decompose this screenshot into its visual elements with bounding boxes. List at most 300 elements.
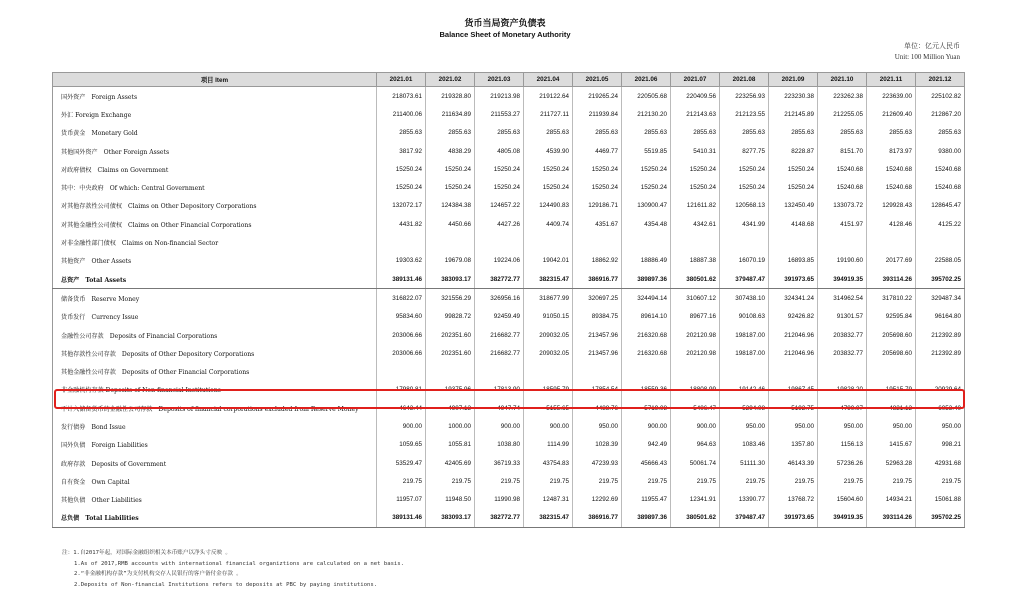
header-month: 2021.01 (377, 73, 426, 87)
value-cell: 4351.67 (573, 215, 622, 233)
value-cell: 4947.74 (475, 399, 524, 417)
table-row (53, 399, 965, 417)
value-cell: 225102.82 (916, 87, 965, 106)
value-cell: 211727.11 (524, 105, 573, 123)
value-cell (622, 362, 671, 380)
value-cell: 15250.24 (426, 178, 475, 196)
value-cell: 99828.72 (426, 308, 475, 326)
value-cell: 19679.08 (426, 252, 475, 270)
value-cell: 17813.90 (475, 381, 524, 399)
value-cell: 219.75 (769, 472, 818, 490)
table-row-highlighted (53, 381, 965, 399)
value-cell: 219.75 (818, 472, 867, 490)
value-cell (573, 233, 622, 251)
value-cell: 2855.63 (867, 124, 916, 142)
value-cell: 1415.67 (867, 436, 916, 454)
value-cell: 393114.26 (867, 270, 916, 289)
value-cell: 96164.80 (916, 308, 965, 326)
value-cell: 3817.92 (377, 142, 426, 160)
value-cell: 950.00 (720, 417, 769, 435)
value-cell: 16070.19 (720, 252, 769, 270)
value-cell: 50061.74 (671, 454, 720, 472)
value-cell: 386916.77 (573, 270, 622, 289)
value-cell: 386916.77 (573, 509, 622, 528)
value-cell: 20929.64 (916, 381, 965, 399)
value-cell: 202351.60 (426, 326, 475, 344)
value-cell: 19867.45 (769, 381, 818, 399)
value-cell: 212867.20 (916, 105, 965, 123)
value-cell: 202351.60 (426, 344, 475, 362)
value-cell: 129186.71 (573, 197, 622, 215)
value-cell: 11955.47 (622, 491, 671, 509)
header-month: 2021.10 (818, 73, 867, 87)
value-cell (426, 362, 475, 380)
value-cell: 389131.46 (377, 509, 426, 528)
row-label: 总资产 Total Assets (53, 270, 377, 289)
value-cell: 17980.81 (377, 381, 426, 399)
header-month: 2021.08 (720, 73, 769, 87)
value-cell: 1038.80 (475, 436, 524, 454)
value-cell: 219.75 (622, 472, 671, 490)
value-cell: 19142.46 (720, 381, 769, 399)
value-cell: 218073.61 (377, 87, 426, 106)
value-cell: 219.75 (524, 472, 573, 490)
value-cell: 202120.98 (671, 326, 720, 344)
value-cell: 36719.33 (475, 454, 524, 472)
footnotes (62, 548, 404, 590)
value-cell: 317810.22 (867, 289, 916, 308)
value-cell: 1028.39 (573, 436, 622, 454)
value-cell: 212392.89 (916, 326, 965, 344)
note-line: 注：1.自2017年起，对国际金融组织相关本币账户以净头寸反映 。 (62, 550, 232, 556)
value-cell: 15240.68 (818, 178, 867, 196)
value-cell: 942.49 (622, 436, 671, 454)
value-cell: 964.63 (671, 436, 720, 454)
header-row (53, 73, 965, 87)
value-cell: 2855.63 (426, 124, 475, 142)
value-cell: 46143.39 (769, 454, 818, 472)
table-row (53, 454, 965, 472)
row-label: 政府存款 Deposits of Government (53, 454, 377, 472)
row-label: 不计入储备货币的金融性公司存款 Deposits of financial corporations excluded from Reserve Money (53, 399, 377, 417)
table-row (53, 215, 965, 233)
table-row (53, 308, 965, 326)
value-cell: 216320.68 (622, 344, 671, 362)
value-cell: 91050.15 (524, 308, 573, 326)
table-row (53, 472, 965, 490)
value-cell: 394919.35 (818, 509, 867, 528)
value-cell: 212046.96 (769, 326, 818, 344)
value-cell: 2855.63 (720, 124, 769, 142)
value-cell: 900.00 (622, 417, 671, 435)
value-cell: 43754.83 (524, 454, 573, 472)
value-cell: 212392.89 (916, 344, 965, 362)
value-cell: 307438.10 (720, 289, 769, 308)
value-cell: 11948.50 (426, 491, 475, 509)
value-cell: 12487.31 (524, 491, 573, 509)
value-cell (475, 233, 524, 251)
value-cell: 4128.46 (867, 215, 916, 233)
value-cell: 382315.47 (524, 509, 573, 528)
value-cell (622, 233, 671, 251)
value-cell (671, 362, 720, 380)
value-cell: 382772.77 (475, 509, 524, 528)
value-cell: 19375.96 (426, 381, 475, 399)
value-cell: 211634.89 (426, 105, 475, 123)
value-cell: 900.00 (671, 417, 720, 435)
value-cell: 4148.68 (769, 215, 818, 233)
table-row (53, 344, 965, 362)
value-cell: 2855.63 (818, 124, 867, 142)
value-cell: 51111.30 (720, 454, 769, 472)
value-cell: 121611.82 (671, 197, 720, 215)
value-cell: 18886.49 (622, 252, 671, 270)
value-cell: 4907.13 (426, 399, 475, 417)
value-cell: 900.00 (524, 417, 573, 435)
value-cell: 132450.49 (769, 197, 818, 215)
value-cell: 19190.60 (818, 252, 867, 270)
value-cell: 900.00 (377, 417, 426, 435)
table-row (53, 491, 965, 509)
unit-chinese: 单位：亿元人民币 (904, 42, 960, 50)
value-cell: 219.75 (671, 472, 720, 490)
value-cell: 1000.00 (426, 417, 475, 435)
value-cell: 310607.12 (671, 289, 720, 308)
value-cell: 19828.20 (818, 381, 867, 399)
table-row (53, 87, 965, 106)
value-cell: 950.00 (818, 417, 867, 435)
value-cell: 380501.62 (671, 509, 720, 528)
value-cell (671, 233, 720, 251)
value-cell: 383093.17 (426, 509, 475, 528)
row-label: 对其他金融性公司债权 Claims on Other Financial Corporations (53, 215, 377, 233)
value-cell: 1357.80 (769, 436, 818, 454)
value-cell: 15240.68 (916, 178, 965, 196)
header-month: 2021.07 (671, 73, 720, 87)
value-cell: 132072.17 (377, 197, 426, 215)
table-row (53, 178, 965, 196)
value-cell: 203006.66 (377, 326, 426, 344)
value-cell: 15250.24 (769, 178, 818, 196)
header-month: 2021.09 (769, 73, 818, 87)
row-label: 其他负债 Other Liabilities (53, 491, 377, 509)
row-label: 非金融机构存款 Deposits of Non-financial Institutions (53, 381, 377, 399)
table-row (53, 142, 965, 160)
value-cell: 219.75 (475, 472, 524, 490)
value-cell: 203832.77 (818, 326, 867, 344)
value-cell: 4151.97 (818, 215, 867, 233)
value-cell: 89384.75 (573, 308, 622, 326)
table-row (53, 436, 965, 454)
value-cell: 2855.63 (524, 124, 573, 142)
value-cell: 15250.24 (671, 160, 720, 178)
value-cell: 4821.12 (867, 399, 916, 417)
value-cell: 219.75 (573, 472, 622, 490)
row-label: 国外资产 Foreign Assets (53, 87, 377, 106)
value-cell: 321556.29 (426, 289, 475, 308)
value-cell: 19515.79 (867, 381, 916, 399)
value-cell: 198187.00 (720, 344, 769, 362)
value-cell: 15250.24 (720, 160, 769, 178)
value-cell: 219328.80 (426, 87, 475, 106)
value-cell: 212143.63 (671, 105, 720, 123)
value-cell: 4409.74 (524, 215, 573, 233)
value-cell: 209032.05 (524, 326, 573, 344)
value-cell: 15240.68 (818, 160, 867, 178)
value-cell: 383093.17 (426, 270, 475, 289)
value-cell: 212046.96 (769, 344, 818, 362)
value-cell: 18559.36 (622, 381, 671, 399)
row-label: 对其他存款性公司债权 Claims on Other Depository Corporations (53, 197, 377, 215)
value-cell: 395702.25 (916, 509, 965, 528)
value-cell: 324494.14 (622, 289, 671, 308)
value-cell: 15250.24 (573, 178, 622, 196)
value-cell: 1114.99 (524, 436, 573, 454)
value-cell (377, 233, 426, 251)
value-cell: 89614.10 (622, 308, 671, 326)
value-cell: 18862.92 (573, 252, 622, 270)
table-row (53, 417, 965, 435)
value-cell: 4643.44 (377, 399, 426, 417)
value-cell: 120568.13 (720, 197, 769, 215)
value-cell: 15250.24 (622, 178, 671, 196)
value-cell: 19224.06 (475, 252, 524, 270)
value-cell: 15250.24 (671, 178, 720, 196)
value-cell: 15250.24 (524, 178, 573, 196)
value-cell: 950.00 (916, 417, 965, 435)
value-cell: 223230.38 (769, 87, 818, 106)
value-cell: 394919.35 (818, 270, 867, 289)
value-cell (573, 362, 622, 380)
row-label: 自有资金 Own Capital (53, 472, 377, 490)
value-cell: 47239.93 (573, 454, 622, 472)
value-cell: 1059.65 (377, 436, 426, 454)
value-cell: 203006.66 (377, 344, 426, 362)
value-cell: 202120.98 (671, 344, 720, 362)
table-row (53, 233, 965, 251)
header-month: 2021.11 (867, 73, 916, 87)
value-cell: 12292.69 (573, 491, 622, 509)
value-cell: 92459.49 (475, 308, 524, 326)
value-cell: 4790.07 (818, 399, 867, 417)
value-cell: 219.75 (867, 472, 916, 490)
note-line: 2.“非金融机构存款”为支付机构交存人民银行的客户备付金存款 。 (74, 571, 242, 577)
value-cell: 2855.63 (622, 124, 671, 142)
value-cell: 15250.24 (573, 160, 622, 178)
value-cell: 15604.60 (818, 491, 867, 509)
value-cell: 13390.77 (720, 491, 769, 509)
value-cell: 5519.85 (622, 142, 671, 160)
value-cell: 15240.68 (916, 160, 965, 178)
value-cell: 18887.38 (671, 252, 720, 270)
value-cell: 393114.26 (867, 509, 916, 528)
value-cell: 15250.24 (622, 160, 671, 178)
value-cell: 89677.16 (671, 308, 720, 326)
value-cell (916, 233, 965, 251)
value-cell: 124657.22 (475, 197, 524, 215)
value-cell: 92426.82 (769, 308, 818, 326)
value-cell: 4838.29 (426, 142, 475, 160)
value-cell: 389131.46 (377, 270, 426, 289)
value-cell: 4354.48 (622, 215, 671, 233)
value-cell: 5294.08 (720, 399, 769, 417)
value-cell: 205698.60 (867, 326, 916, 344)
row-label: 对非金融性部门债权 Claims on Non-financial Sector (53, 233, 377, 251)
value-cell: 4125.22 (916, 215, 965, 233)
value-cell: 216320.68 (622, 326, 671, 344)
table-row (53, 289, 965, 308)
value-cell: 19303.62 (377, 252, 426, 270)
value-cell: 205698.60 (867, 344, 916, 362)
table-row (53, 270, 965, 289)
value-cell: 15250.24 (524, 160, 573, 178)
value-cell: 11957.07 (377, 491, 426, 509)
value-cell: 314962.54 (818, 289, 867, 308)
value-cell: 211400.06 (377, 105, 426, 123)
value-cell: 219.75 (377, 472, 426, 490)
row-label: 其中：中央政府 Of which: Central Government (53, 178, 377, 196)
value-cell: 324341.24 (769, 289, 818, 308)
value-cell: 216682.77 (475, 326, 524, 344)
value-cell: 209032.05 (524, 344, 573, 362)
value-cell (867, 362, 916, 380)
value-cell: 379487.47 (720, 270, 769, 289)
value-cell: 198187.00 (720, 326, 769, 344)
table-row (53, 362, 965, 380)
value-cell: 129928.43 (867, 197, 916, 215)
value-cell: 9380.00 (916, 142, 965, 160)
value-cell: 130900.47 (622, 197, 671, 215)
value-cell: 5192.75 (769, 399, 818, 417)
value-cell: 212123.55 (720, 105, 769, 123)
value-cell: 382315.47 (524, 270, 573, 289)
header-item: 项目 Item (53, 73, 377, 87)
value-cell (818, 362, 867, 380)
value-cell: 5406.47 (671, 399, 720, 417)
value-cell: 6053.40 (916, 399, 965, 417)
value-cell: 213457.96 (573, 344, 622, 362)
value-cell: 45666.43 (622, 454, 671, 472)
value-cell: 212145.89 (769, 105, 818, 123)
value-cell: 4539.90 (524, 142, 573, 160)
value-cell: 389897.36 (622, 270, 671, 289)
value-cell: 4427.26 (475, 215, 524, 233)
row-label: 其他国外资产 Other Foreign Assets (53, 142, 377, 160)
header-month: 2021.12 (916, 73, 965, 87)
value-cell: 13768.72 (769, 491, 818, 509)
value-cell: 15250.24 (720, 178, 769, 196)
value-cell (867, 233, 916, 251)
row-label: 对政府债权 Claims on Government (53, 160, 377, 178)
value-cell: 219.75 (426, 472, 475, 490)
value-cell: 4469.77 (573, 142, 622, 160)
value-cell: 4342.61 (671, 215, 720, 233)
value-cell: 391973.65 (769, 509, 818, 528)
value-cell (426, 233, 475, 251)
header-month: 2021.02 (426, 73, 475, 87)
value-cell: 20177.69 (867, 252, 916, 270)
value-cell: 2855.63 (671, 124, 720, 142)
value-cell: 211553.27 (475, 105, 524, 123)
value-cell: 4431.82 (377, 215, 426, 233)
row-label: 货币发行 Currency Issue (53, 308, 377, 326)
header-month: 2021.03 (475, 73, 524, 87)
value-cell: 379487.47 (720, 509, 769, 528)
note-line: 1.As of 2017,RMB accounts with international financial organiztions are calculated on a net basis. (74, 560, 405, 567)
value-cell: 219122.64 (524, 87, 573, 106)
value-cell: 15250.24 (475, 160, 524, 178)
value-cell: 389897.36 (622, 509, 671, 528)
row-label: 总负债 Total Liabilities (53, 509, 377, 528)
value-cell: 382772.77 (475, 270, 524, 289)
table-row (53, 197, 965, 215)
row-label: 货币黄金 Monetary Gold (53, 124, 377, 142)
value-cell: 203832.77 (818, 344, 867, 362)
value-cell: 219265.24 (573, 87, 622, 106)
value-cell: 5719.08 (622, 399, 671, 417)
value-cell: 42931.68 (916, 454, 965, 472)
value-cell (524, 233, 573, 251)
value-cell (916, 362, 965, 380)
unit-english: Unit: 100 Million Yuan (894, 53, 960, 61)
value-cell: 391973.65 (769, 270, 818, 289)
value-cell: 18808.99 (671, 381, 720, 399)
value-cell (769, 233, 818, 251)
value-cell: 8151.70 (818, 142, 867, 160)
table-row (53, 124, 965, 142)
value-cell: 395702.25 (916, 270, 965, 289)
table-row (53, 509, 965, 528)
value-cell: 223256.93 (720, 87, 769, 106)
value-cell: 15250.24 (377, 160, 426, 178)
value-cell (769, 362, 818, 380)
value-cell: 124490.83 (524, 197, 573, 215)
value-cell: 329487.34 (916, 289, 965, 308)
value-cell: 212255.05 (818, 105, 867, 123)
title-chinese: 货币当局资产负债表 (464, 19, 546, 29)
value-cell: 15250.24 (426, 160, 475, 178)
row-label: 其他金融性公司存款 Deposits of Other Financial Corporations (53, 362, 377, 380)
value-cell (720, 362, 769, 380)
value-cell: 316822.07 (377, 289, 426, 308)
value-cell: 1055.81 (426, 436, 475, 454)
value-cell: 42405.69 (426, 454, 475, 472)
value-cell: 219.75 (916, 472, 965, 490)
value-cell: 326956.16 (475, 289, 524, 308)
value-cell: 219.75 (720, 472, 769, 490)
value-cell: 53529.47 (377, 454, 426, 472)
value-cell: 950.00 (867, 417, 916, 435)
value-cell: 22588.05 (916, 252, 965, 270)
value-cell: 4450.66 (426, 215, 475, 233)
value-cell: 15250.24 (769, 160, 818, 178)
value-cell (475, 362, 524, 380)
value-cell: 216682.77 (475, 344, 524, 362)
value-cell: 124384.38 (426, 197, 475, 215)
value-cell: 11990.98 (475, 491, 524, 509)
value-cell: 998.21 (916, 436, 965, 454)
value-cell: 213457.96 (573, 326, 622, 344)
value-cell (377, 362, 426, 380)
value-cell: 900.00 (475, 417, 524, 435)
header-month: 2021.06 (622, 73, 671, 87)
value-cell: 8277.75 (720, 142, 769, 160)
value-cell: 950.00 (769, 417, 818, 435)
note-line: 2.Deposits of Non-financial Institutions refers to deposits at PBC by paying institutions. (74, 581, 378, 588)
value-cell: 52963.28 (867, 454, 916, 472)
value-cell: 4341.99 (720, 215, 769, 233)
row-label: 外汇 Foreign Exchange (53, 105, 377, 123)
